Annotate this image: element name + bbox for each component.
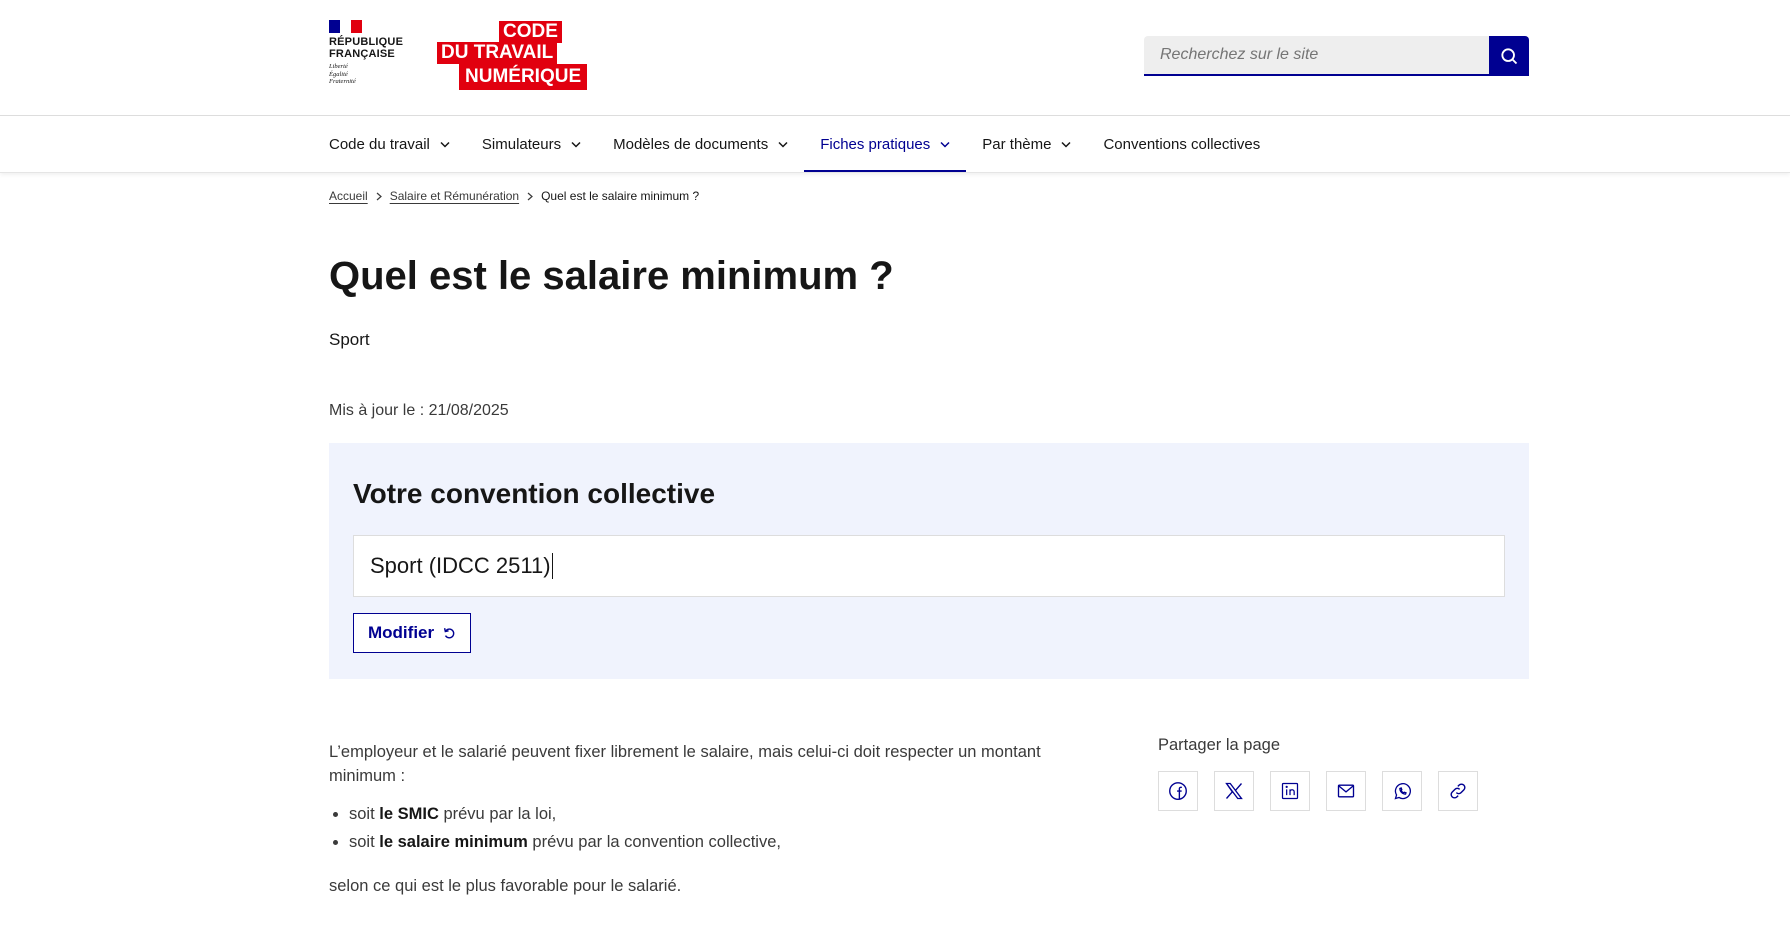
page-title: Quel est le salaire minimum ? <box>329 254 894 298</box>
update-date: Mis à jour le : 21/08/2025 <box>329 402 509 419</box>
article-body <box>329 740 1089 898</box>
french-flag-icon <box>329 20 362 33</box>
breadcrumb-current: Quel est le salaire minimum ? <box>541 189 700 203</box>
nav-item-simulateurs[interactable]: Simulateurs <box>466 116 597 172</box>
nav-item-fiches-pratiques[interactable]: Fiches pratiques <box>804 116 966 172</box>
link-icon <box>1448 781 1468 801</box>
convention-collective-box <box>329 443 1529 679</box>
nav-item-modeles-documents[interactable]: Modèles de documents <box>597 116 804 172</box>
list-item: • soit le SMIC prévu par la loi, <box>349 802 1089 826</box>
search-bar <box>1144 36 1529 76</box>
share-facebook-button[interactable] <box>1158 771 1198 811</box>
share-panel <box>1158 736 1494 898</box>
chevron-down-icon <box>940 141 950 148</box>
facebook-icon <box>1167 780 1189 802</box>
search-input[interactable] <box>1144 36 1489 76</box>
chevron-right-icon <box>527 192 533 201</box>
share-x-button[interactable] <box>1214 771 1254 811</box>
chevron-down-icon <box>440 141 450 148</box>
whatsapp-icon <box>1392 781 1413 802</box>
republique-francaise-logo[interactable] <box>329 20 421 86</box>
search-icon <box>1499 46 1519 66</box>
main-nav <box>0 116 1790 173</box>
nav-item-par-theme[interactable]: Par thème <box>966 116 1087 172</box>
convention-value: Sport (IDCC 2511) <box>370 553 551 578</box>
share-title: Partager la page <box>1158 736 1281 754</box>
chevron-right-icon <box>376 192 382 201</box>
nav-item-conventions-collectives[interactable]: Conventions collectives <box>1103 135 1261 153</box>
breadcrumb-link-accueil[interactable]: Accueil <box>329 189 368 203</box>
main-content <box>329 189 1529 898</box>
linkedin-icon <box>1280 781 1300 801</box>
republique-name: RÉPUBLIQUE FRANÇAISE <box>329 36 404 60</box>
page-subtitle: Sport <box>329 330 370 349</box>
chevron-down-icon <box>778 141 788 148</box>
modify-button[interactable]: Modifier <box>353 613 471 653</box>
share-icons <box>1158 771 1494 811</box>
logo-line-2: DU TRAVAIL <box>437 42 557 64</box>
share-linkedin-button[interactable] <box>1270 771 1310 811</box>
breadcrumb-link-salaire[interactable]: Salaire et Rémunération <box>389 189 520 203</box>
share-whatsapp-button[interactable] <box>1382 771 1422 811</box>
refresh-icon <box>442 626 456 640</box>
article-intro: L’employeur et le salarié peuvent fixer librement le salaire, mais celui-ci doit respecter un montant minimum : <box>329 743 1041 785</box>
code-du-travail-logo[interactable] <box>437 21 587 89</box>
site-header <box>0 0 1790 116</box>
motto: Liberté Égalité Fraternité <box>329 63 356 85</box>
article-conclusion: selon ce qui est le plus favorable pour le salarié. <box>329 877 682 895</box>
list-item: • soit le salaire minimum prévu par la convention collective, <box>349 830 1089 854</box>
convention-input[interactable] <box>353 535 1505 597</box>
search-button[interactable] <box>1489 36 1529 76</box>
nav-item-code-du-travail[interactable]: Code du travail <box>329 116 466 172</box>
chevron-down-icon <box>1061 141 1071 148</box>
mail-icon <box>1336 781 1356 801</box>
logo-line-3: NUMÉRIQUE <box>459 64 587 90</box>
breadcrumb <box>329 189 1529 203</box>
copy-link-button[interactable] <box>1438 771 1478 811</box>
logo-line-1: CODE <box>499 21 562 43</box>
share-email-button[interactable] <box>1326 771 1366 811</box>
text-caret <box>552 553 554 579</box>
article-list <box>329 802 1089 854</box>
chevron-down-icon <box>571 141 581 148</box>
convention-title: Votre convention collective <box>353 478 716 509</box>
x-icon <box>1224 781 1244 801</box>
article-section <box>329 736 1529 898</box>
